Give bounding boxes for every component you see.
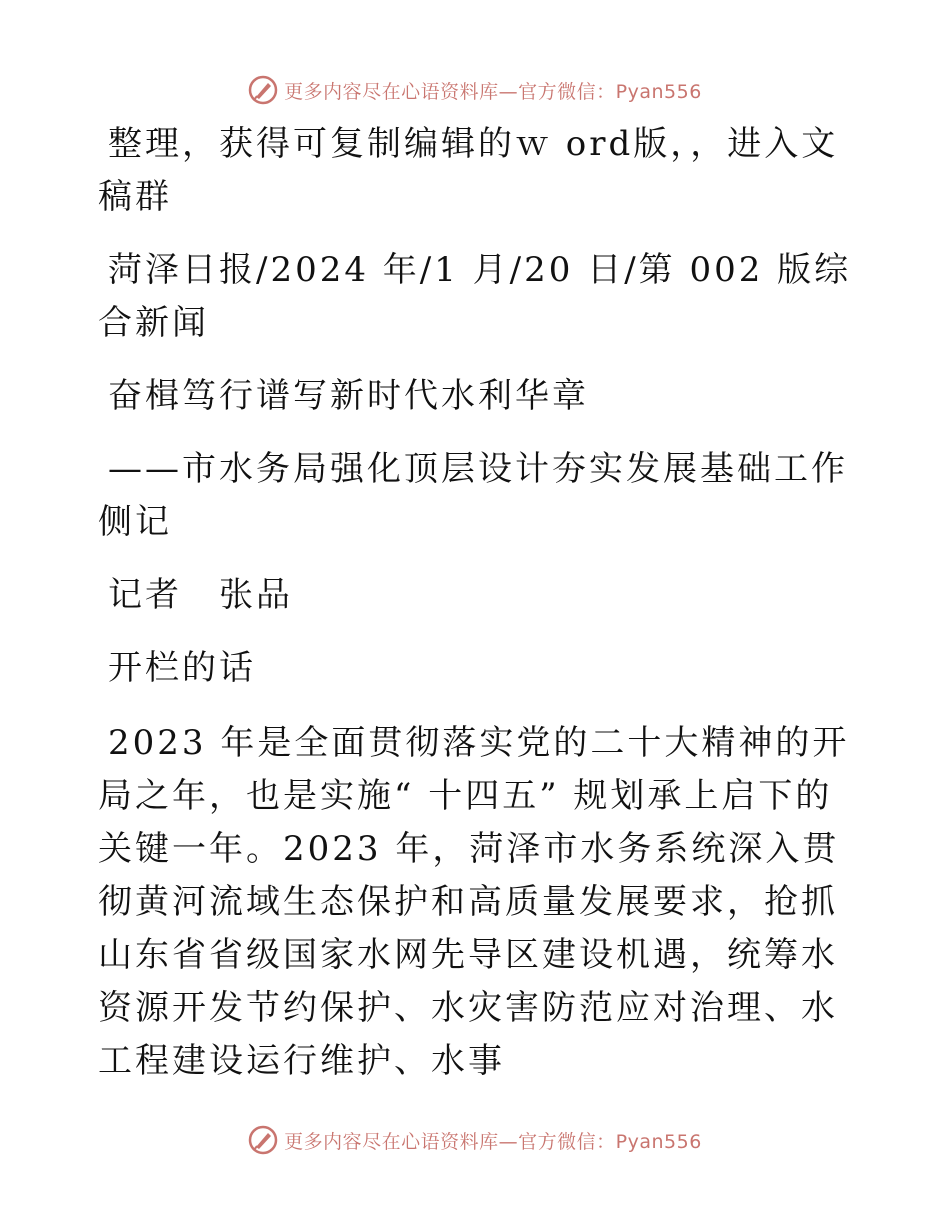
quill-pen-logo-icon [248,1125,278,1155]
watermark-text: 更多内容尽在心语资料库—官方微信：Pyan556 [284,80,702,103]
watermark-text: 更多内容尽在心语资料库—官方微信：Pyan556 [284,1130,702,1153]
column-label: 开栏的话 [108,648,256,688]
header-watermark [0,70,950,110]
byline: 记者 张品 [108,575,293,615]
document-body [98,118,858,1108]
footer-watermark [0,1120,950,1160]
body-paragraph: 2023 年是全面贯彻落实党的二十大精神的开局之年，也是实施“ 十四五” 规划承上启下的关键一年。2023 年，菏泽市水务系统深入贯彻黄河流域生态保护和高质量发展要求，抢抓山东省省级国家水网先导区建设机遇，统筹水资源开发节约保护、水灾害防范应对治理、水工程建设运行维护、水事 [98,723,850,1081]
intro-line: 整理，获得可复制编辑的ｗ ord版，，进入文稿群 [98,124,839,217]
source-line: 菏泽日报/2024 年/1 月/20 日/第 002 版综合新闻 [98,250,852,343]
quill-pen-logo-icon [248,75,278,105]
article-headline: 奋楫笃行谱写新时代水利华章 [108,376,589,416]
article-subheadline: ——市水务局强化顶层设计夯实发展基础工作侧记 [98,449,848,542]
